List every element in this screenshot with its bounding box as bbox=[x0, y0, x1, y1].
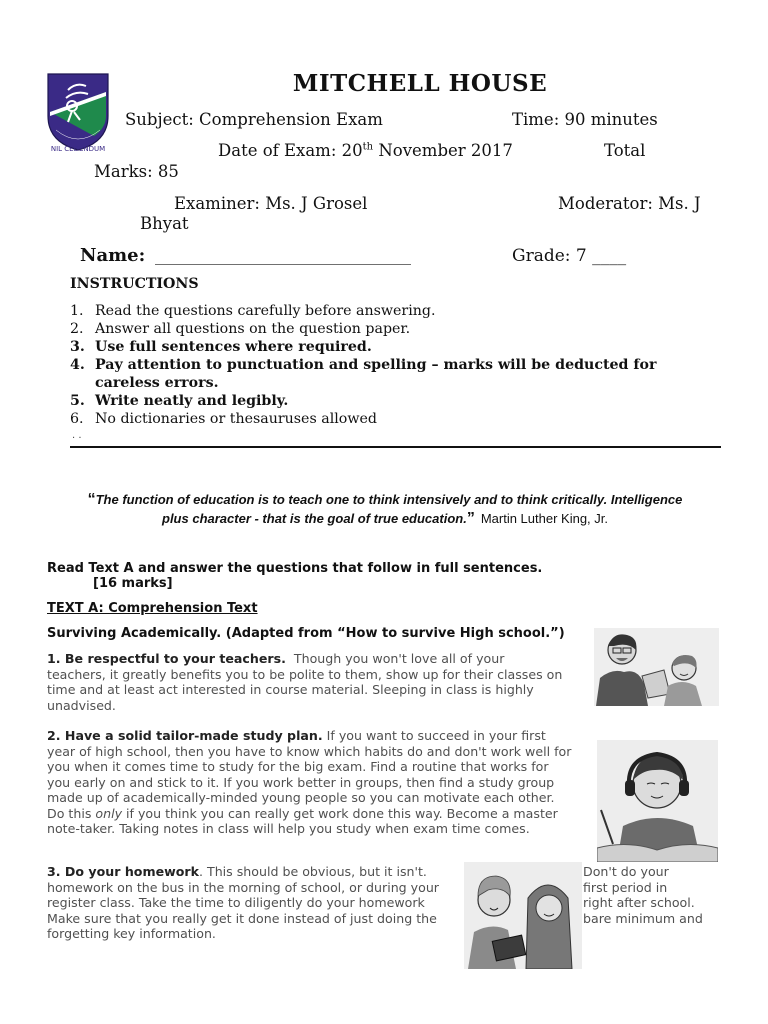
instruction-number: 6. bbox=[70, 411, 84, 427]
instruction-text: Pay attention to punctuation and spelling – marks will be deducted for careless errors. bbox=[95, 357, 657, 391]
paragraph-line: . This should be obvious, but it isn't. bbox=[199, 864, 427, 879]
paragraph-2 bbox=[47, 728, 592, 837]
instructions-heading: INSTRUCTIONS bbox=[70, 276, 199, 292]
instruction-item bbox=[70, 356, 710, 392]
paragraph-line: first period in bbox=[583, 879, 668, 895]
quote-open-mark: “ bbox=[87, 491, 96, 508]
instruction-text: Read the questions carefully before answering. bbox=[95, 303, 436, 319]
two-students-illustration bbox=[464, 862, 582, 969]
article-title: Surviving Academically. (Adapted from “How to survive High school.”) bbox=[47, 626, 565, 641]
paragraph-line: Though you won't love all of your bbox=[293, 651, 505, 666]
paragraph-3-right-column bbox=[583, 864, 763, 926]
crest-motto: NIL CEDENDUM bbox=[50, 145, 106, 152]
instruction-number: 2. bbox=[70, 321, 84, 337]
quote-line-2: plus character - that is the goal of true education. bbox=[162, 511, 467, 526]
quote-line-1: The function of education is to teach one to think intensively and to think critically. Intelligence bbox=[95, 492, 683, 507]
paragraph-line: time and at least act interested in course material. Sleeping in class is highly bbox=[47, 682, 534, 697]
paragraph-line: homework on the bus in the morning of school, or during your bbox=[47, 879, 439, 895]
instruction-number: 4. bbox=[70, 357, 85, 373]
name-blank-line[interactable]: ________________________________ bbox=[155, 246, 411, 265]
total-marks: Marks: 85 bbox=[94, 162, 179, 181]
paragraph-line: Make sure that you really get it done instead of just doing the bbox=[47, 910, 437, 926]
instruction-item bbox=[70, 392, 710, 410]
instructions-list bbox=[70, 302, 710, 428]
text-a-heading: TEXT A: Comprehension Text bbox=[47, 601, 258, 616]
paragraph-line: right after school. bbox=[583, 895, 695, 910]
paragraph-line: If you want to succeed in your first bbox=[326, 728, 546, 743]
exam-date bbox=[218, 141, 513, 160]
paragraph-line: teachers, it greatly benefits you to be polite to them, show up for their classes on bbox=[47, 666, 563, 682]
paragraph-line: you early on and stick to it. If you work better in groups, then find a study group bbox=[47, 774, 555, 790]
paragraph-line: note-taker. Taking notes in class will help you study when exam time comes. bbox=[47, 821, 530, 836]
total-word: Total bbox=[604, 141, 646, 160]
instruction-number: 5. bbox=[70, 393, 85, 409]
instruction-item bbox=[70, 302, 710, 320]
quote-author: Martin Luther King, Jr. bbox=[480, 511, 608, 526]
examiner-line: Examiner: Ms. J Grosel bbox=[174, 194, 368, 213]
quote-block bbox=[40, 490, 730, 528]
instruction-text: Write neatly and legibly. bbox=[95, 393, 289, 409]
instruction-item bbox=[70, 338, 710, 356]
paragraph-line: year of high school, then you have to know which habits do and don't work well for bbox=[47, 743, 572, 759]
name-label: Name: bbox=[80, 245, 146, 266]
paragraph-3 bbox=[47, 864, 462, 942]
paragraph-2-lead: 2. Have a solid tailor-made study plan. bbox=[47, 728, 323, 743]
grade-line[interactable]: Grade: 7 ____ bbox=[512, 246, 627, 266]
time-line: Time: 90 minutes bbox=[512, 110, 658, 129]
paragraph-1-lead: 1. Be respectful to your teachers. bbox=[47, 651, 286, 666]
instruction-text: No dictionaries or thesauruses allowed bbox=[95, 411, 377, 427]
exam-date-superscript: th bbox=[362, 141, 374, 153]
paragraph-3-lead: 3. Do your homework bbox=[47, 864, 199, 879]
paragraph-line: unadvised. bbox=[47, 697, 116, 713]
paragraph-line: Don't do your bbox=[583, 864, 669, 879]
instruction-item bbox=[70, 320, 710, 338]
quote-close-mark: ” bbox=[466, 510, 475, 527]
moderator-name-continued: Bhyat bbox=[140, 214, 189, 233]
school-name-title: MITCHELL HOUSE bbox=[292, 70, 548, 97]
exam-date-prefix: Date of Exam: 20 bbox=[218, 141, 363, 160]
paragraph-line: bare minimum and bbox=[583, 910, 703, 926]
paragraph-1 bbox=[47, 651, 587, 713]
section-marks: [16 marks] bbox=[93, 576, 173, 591]
moderator-line: Moderator: Ms. J bbox=[558, 194, 701, 213]
emphasis-only: only bbox=[95, 805, 123, 821]
student-studying-illustration bbox=[597, 740, 718, 862]
section-divider bbox=[70, 446, 721, 448]
instruction-text: Answer all questions on the question paper. bbox=[95, 321, 411, 337]
paragraph-line: register class. Take the time to diligently do your homework bbox=[47, 895, 425, 910]
instruction-number: 1. bbox=[70, 303, 84, 319]
teacher-student-illustration bbox=[594, 628, 719, 706]
paragraph-line: made up of academically-minded young people so you can motivate each other. bbox=[47, 790, 555, 805]
instruction-number: 3. bbox=[70, 339, 85, 355]
subject-line: Subject: Comprehension Exam bbox=[125, 110, 383, 129]
paragraph-line: you when it comes time to study for the big exam. Find a routine that works for bbox=[47, 759, 549, 774]
paragraph-line: if you think you can really get work done this way. Become a master bbox=[122, 805, 558, 821]
paragraph-line: forgetting key information. bbox=[47, 926, 216, 941]
section-instruction: Read Text A and answer the questions that follow in full sentences. bbox=[47, 561, 543, 576]
trailing-dots: . . bbox=[72, 430, 82, 441]
instruction-item bbox=[70, 410, 710, 428]
instruction-text: Use full sentences where required. bbox=[95, 339, 372, 355]
paragraph-line: Do this bbox=[47, 805, 96, 821]
exam-date-suffix: November 2017 bbox=[373, 141, 513, 160]
